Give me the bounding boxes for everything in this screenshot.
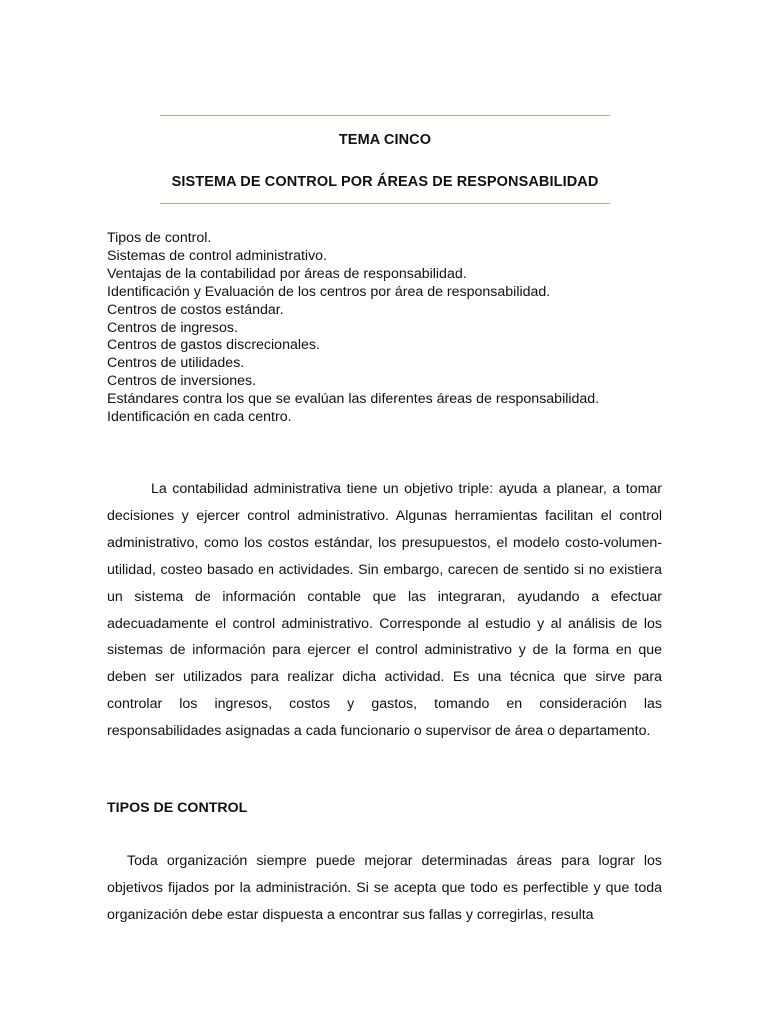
topics-list — [107, 230, 667, 427]
section-heading-tipos-de-control: TIPOS DE CONTROL — [107, 800, 248, 816]
topic-item: Ventajas de la contabilidad por áreas de responsabilidad. — [107, 265, 467, 282]
topic-item: Centros de ingresos. — [107, 319, 238, 336]
topic-item: Centros de inversiones. — [107, 373, 257, 390]
topic-item: Estándares contra los que se evalúan las diferentes áreas de responsabilidad. — [107, 391, 600, 408]
theme-title: TEMA CINCO — [338, 132, 432, 148]
topic-item: Sistemas de control administrativo. — [107, 247, 327, 264]
section-paragraph: Toda organización siempre puede mejorar determinadas áreas para lograr los objetivos fijados por la administración. Si se acepta que todo es perfectible y que toda organización debe estar dispuesta a encontrar sus fallas y corregirlas, resulta — [107, 853, 662, 923]
theme-subtitle: SISTEMA DE CONTROL POR ÁREAS DE RESPONSABILIDAD — [171, 174, 599, 190]
header-bottom-rule — [160, 203, 610, 204]
topic-item: Centros de utilidades. — [107, 355, 245, 372]
intro-paragraph: La contabilidad administrativa tiene un objetivo triple: ayuda a planear, a tomar decisiones y ejercer control administrativo. Algunas herramientas facilitan el control administrativo, como los costos estándar, los presupuestos, el modelo costo-volumen-utilidad, costeo basado en actividades. Sin embargo, carecen de sentido si no existiera un sistema de información contable que las integraran, ayudando a efectuar adecuadamente el control administrativo. Corresponde al estudio y al análisis de los sistemas de información para ejercer el control administrativo y de la forma en que deben ser utilizados para realizar dicha actividad. Es una técnica que sirve para controlar los ingresos, costos y gastos, tomando en consideración las responsabilidades asignadas a cada funcionario o supervisor de área o departamento. — [107, 481, 662, 740]
header-top-rule — [160, 115, 610, 116]
topic-item: Centros de gastos discrecionales. — [107, 337, 320, 354]
topic-item: Tipos de control. — [107, 230, 212, 246]
topic-item: Centros de costos estándar. — [107, 301, 284, 318]
topic-item: Identificación y Evaluación de los centros por área de responsabilidad. — [107, 283, 551, 300]
topic-item: Identificación en cada centro. — [107, 409, 292, 426]
